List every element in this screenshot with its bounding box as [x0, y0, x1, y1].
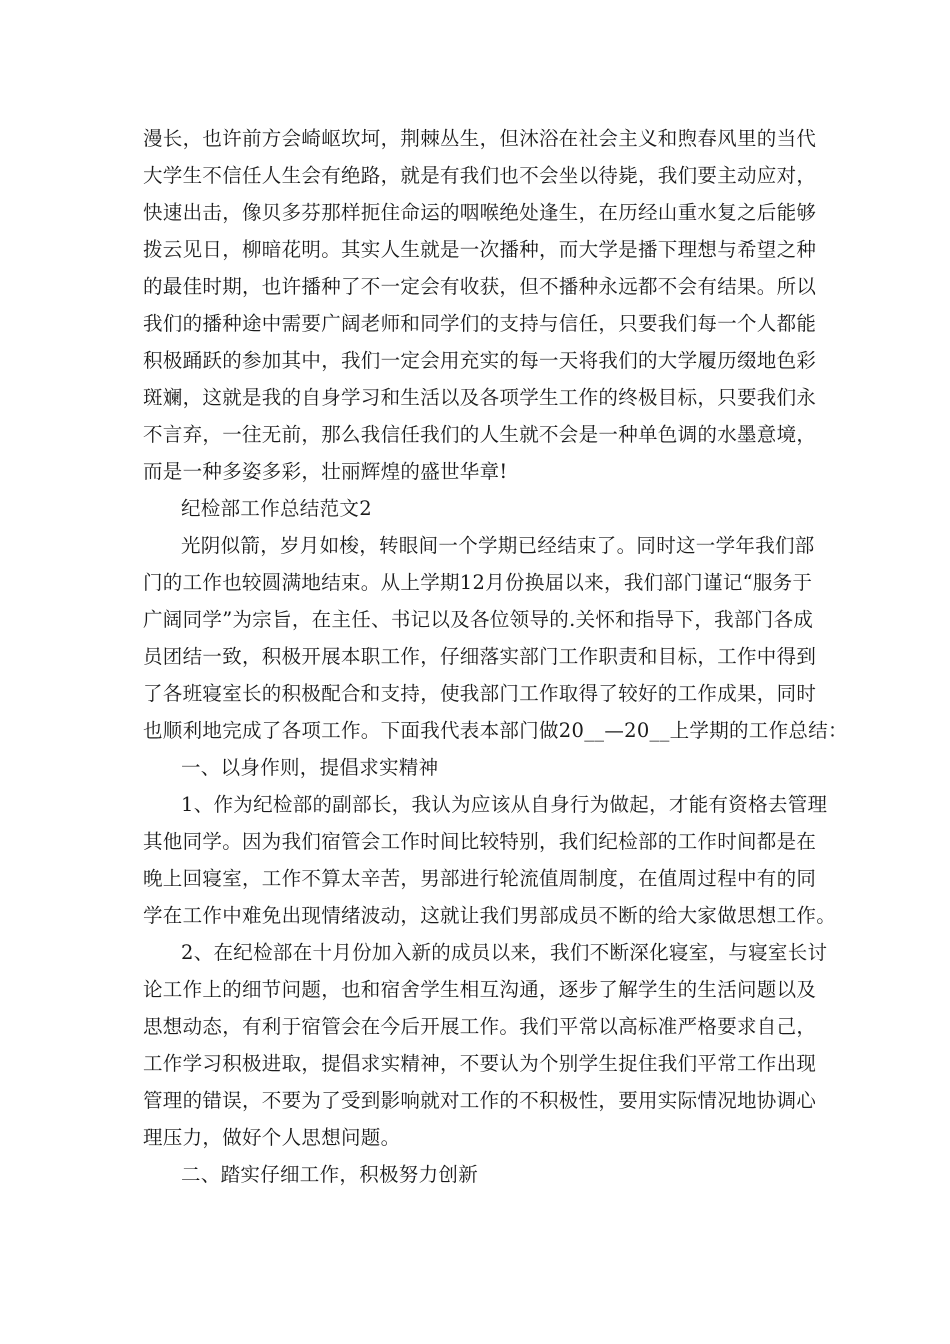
text-line: 大学生不信任人生会有绝路，就是有我们也不会坐以待毙，我们要主动应对，	[143, 164, 817, 187]
section-heading: 一、以身作则，提倡求实精神	[181, 756, 439, 779]
text-line: 门的工作也较圆满地结束。从上学期12月份换届以来，我们部门谨记“服务于	[143, 571, 813, 594]
section-title: 纪检部工作总结范文2	[181, 497, 372, 520]
text-line: 广阔同学”为宗旨，在主任、书记以及各位领导的.关怀和指导下，我部门各成	[143, 608, 814, 631]
text-line: 了各班寝室长的积极配合和支持，使我部门工作取得了较好的工作成果，同时	[143, 682, 817, 705]
text-line: 论工作上的细节问题，也和宿舍学生相互沟通，逐步了解学生的生活问题以及	[143, 978, 817, 1001]
text-line: 工作学习积极进取，提倡求实精神，不要认为个别学生捉住我们平常工作出现	[143, 1052, 817, 1075]
section-heading: 二、踏实仔细工作，积极努力创新	[181, 1163, 479, 1186]
text-line: 不言弃，一往无前，那么我信任我们的人生就不会是一种单色调的水墨意境，	[143, 423, 817, 446]
text-line: 晚上回寝室，工作不算太辛苦，男部进行轮流值周制度，在值周过程中有的同	[143, 867, 817, 890]
text-line: 管理的错误，不要为了受到影响就对工作的不积极性，要用实际情况地协调心	[143, 1089, 817, 1112]
text-line: 也顺利地完成了各项工作。下面我代表本部门做20__—20__上学期的工作总结：	[143, 719, 848, 742]
text-line: 2、在纪检部在十月份加入新的成员以来，我们不断深化寝室，与寝室长讨	[181, 941, 828, 964]
text-line: 积极踊跃的参加其中，我们一定会用充实的每一天将我们的大学履历缀地色彩	[143, 349, 817, 372]
text-line: 其他同学。因为我们宿管会工作时间比较特别，我们纪检部的工作时间都是在	[143, 830, 817, 853]
text-line: 快速出击，像贝多芬那样扼住命运的咽喉绝处逢生，在历经山重水复之后能够	[143, 201, 817, 224]
text-line: 的最佳时期，也许播种了不一定会有收获，但不播种永远都不会有结果。所以	[143, 275, 817, 298]
text-line: 理压力，做好个人思想问题。	[143, 1126, 401, 1149]
text-line: 而是一种多姿多彩，壮丽辉煌的盛世华章!	[143, 460, 508, 483]
text-line: 我们的播种途中需要广阔老师和同学们的支持与信任，只要我们每一个人都能	[143, 312, 817, 335]
text-line: 漫长，也许前方会崎岖坎坷，荆棘丛生，但沐浴在社会主义和煦春风里的当代	[143, 127, 817, 150]
text-line: 1、作为纪检部的副部长，我认为应该从自身行为做起，才能有资格去管理	[181, 793, 828, 816]
text-line: 思想动态，有利于宿管会在今后开展工作。我们平常以高标准严格要求自己，	[143, 1015, 817, 1038]
text-line: 斑斓，这就是我的自身学习和生活以及各项学生工作的终极目标，只要我们永	[143, 386, 817, 409]
text-line: 学在工作中难免出现情绪波动，这就让我们男部成员不断的给大家做思想工作。	[143, 904, 837, 927]
text-line: 光阴似箭，岁月如梭，转眼间一个学期已经结束了。同时这一学年我们部	[181, 534, 815, 557]
text-line: 员团结一致，积极开展本职工作，仔细落实部门工作职责和目标，工作中得到	[143, 645, 817, 668]
text-line: 拨云见日，柳暗花明。其实人生就是一次播种，而大学是播下理想与希望之种	[143, 238, 817, 261]
